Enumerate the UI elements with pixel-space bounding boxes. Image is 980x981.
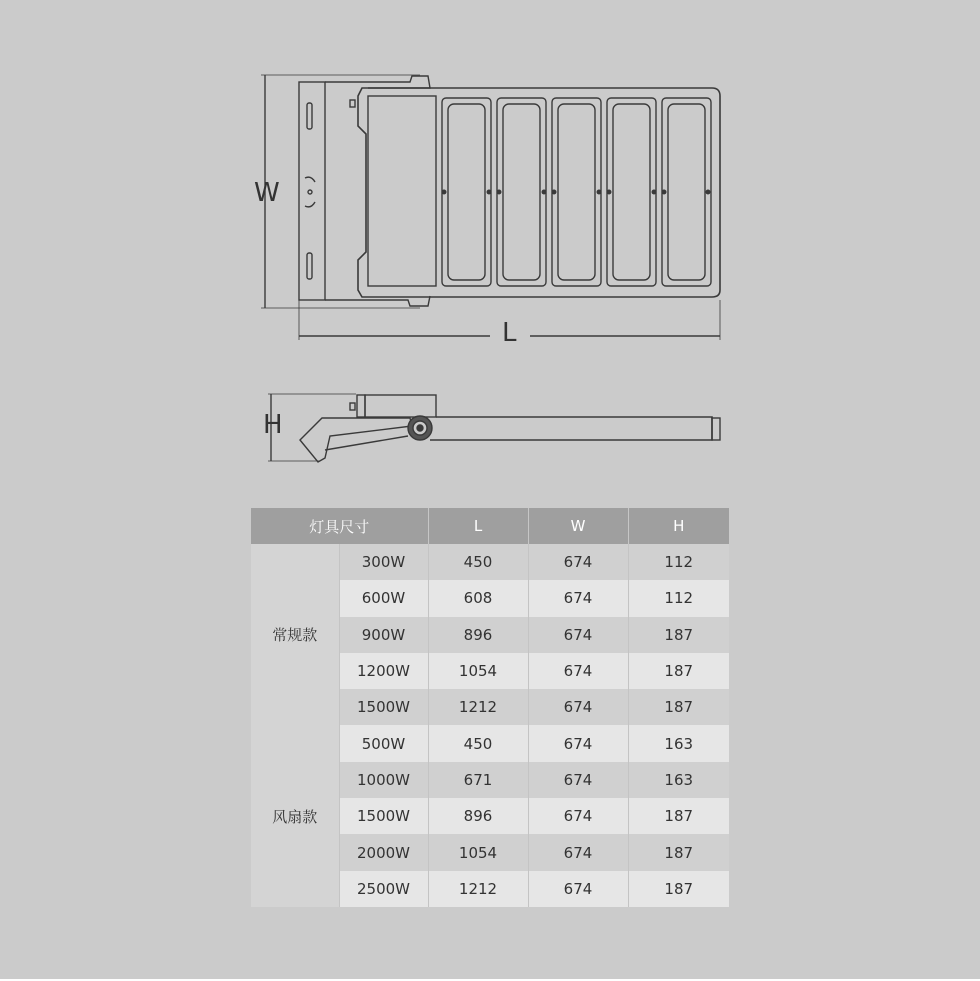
width-cell: 674 [528,762,628,798]
header-w: W [528,508,628,544]
power-cell: 1500W [339,689,428,725]
length-cell: 608 [428,580,528,616]
width-cell: 674 [528,871,628,907]
width-cell: 674 [528,798,628,834]
height-cell: 187 [628,798,729,834]
dimension-spec-table [251,508,729,907]
side-view-drawing [0,0,980,480]
power-cell: 1500W [339,798,428,834]
height-cell: 163 [628,762,729,798]
power-cell: 900W [339,617,428,653]
length-cell: 1054 [428,653,528,689]
height-dimension-label: H [263,410,283,440]
table-header-row [251,508,729,544]
height-cell: 187 [628,834,729,870]
height-cell: 163 [628,725,729,761]
length-cell: 896 [428,617,528,653]
height-cell: 187 [628,689,729,725]
header-h: H [628,508,729,544]
header-l: L [428,508,528,544]
power-cell: 300W [339,544,428,580]
length-cell: 1054 [428,834,528,870]
length-cell: 450 [428,544,528,580]
width-cell: 674 [528,725,628,761]
height-cell: 112 [628,580,729,616]
power-cell: 1200W [339,653,428,689]
width-cell: 674 [528,580,628,616]
height-cell: 112 [628,544,729,580]
width-cell: 674 [528,617,628,653]
group-label-standard: 常规款 [251,544,339,725]
width-cell: 674 [528,689,628,725]
power-cell: 500W [339,725,428,761]
width-dimension-label: W [254,178,280,208]
power-cell: 2000W [339,834,428,870]
length-cell: 1212 [428,871,528,907]
length-cell: 671 [428,762,528,798]
width-cell: 674 [528,834,628,870]
length-dimension-label: L [502,318,517,348]
power-cell: 600W [339,580,428,616]
table-row [251,725,729,761]
group-label-fan: 风扇款 [251,725,339,906]
header-size: 灯具尺寸 [251,508,428,544]
width-cell: 674 [528,544,628,580]
table-row [251,544,729,580]
width-cell: 674 [528,653,628,689]
height-cell: 187 [628,617,729,653]
length-cell: 1212 [428,689,528,725]
power-cell: 2500W [339,871,428,907]
height-cell: 187 [628,653,729,689]
height-cell: 187 [628,871,729,907]
length-cell: 896 [428,798,528,834]
length-cell: 450 [428,725,528,761]
power-cell: 1000W [339,762,428,798]
